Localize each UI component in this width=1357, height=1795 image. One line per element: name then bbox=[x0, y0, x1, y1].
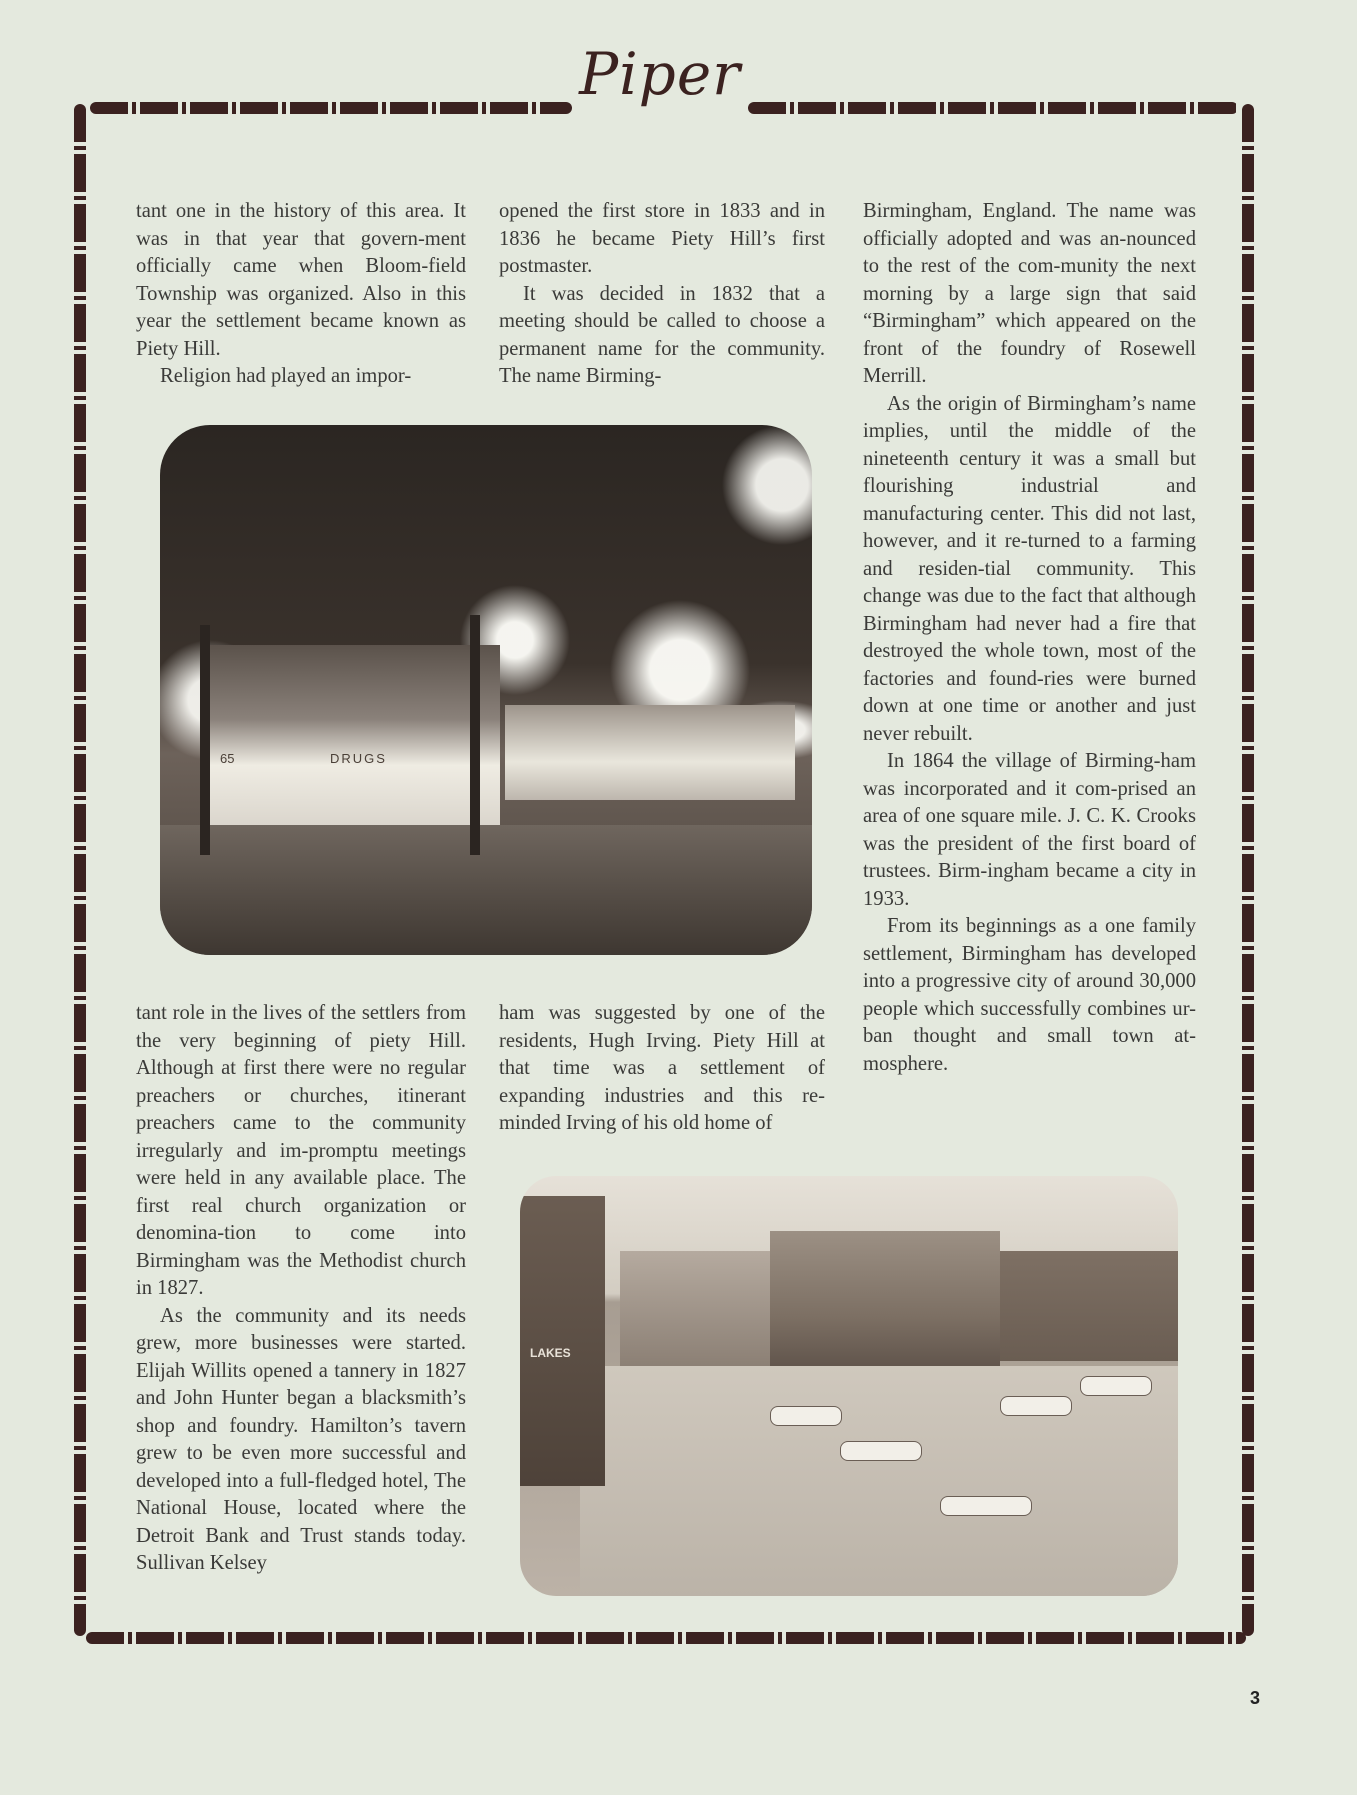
lakes-sign: LAKES bbox=[530, 1346, 571, 1360]
car bbox=[840, 1441, 922, 1461]
top-border-left bbox=[90, 102, 572, 114]
paragraph: ham was suggested by one of the residents, Hugh Irving. Piety Hill at that time was a settlement of expanding industries and this re-minded Irving of his old home of bbox=[499, 1002, 825, 1134]
traffic-light-pole bbox=[470, 615, 480, 855]
column-2-top bbox=[499, 198, 825, 391]
left-border bbox=[74, 104, 86, 1636]
paragraph: Religion had played an impor- bbox=[160, 365, 412, 387]
building bbox=[520, 1196, 605, 1486]
paragraph: Birmingham, England. The name was officially adopted and was an-nounced to the rest of the com-munity the next morning by a large sign that said “Birmingham” which appeared on the front of the foundry of Rosewell Merrill. bbox=[863, 200, 1196, 387]
column-1-bottom bbox=[136, 1000, 466, 1578]
building bbox=[505, 705, 795, 800]
bottom-border bbox=[86, 1632, 1246, 1644]
building bbox=[200, 645, 500, 830]
corner-building bbox=[770, 1231, 1000, 1376]
traffic-light-pole bbox=[200, 625, 210, 855]
paragraph: It was decided in 1832 that a meeting should be called to choose a permanent name for the community. The name Birming- bbox=[499, 282, 825, 387]
paragraph: From its beginnings as a one family settlement, Birmingham has developed into a progressive city of around 30,000 people which successfully combines ur-ban thought and small town at-mosphere. bbox=[863, 915, 1196, 1075]
column-3 bbox=[863, 198, 1196, 1078]
column-1-top bbox=[136, 198, 466, 391]
car bbox=[940, 1496, 1032, 1516]
page-title: Piper bbox=[579, 40, 741, 108]
daytime-intersection-photo bbox=[520, 1176, 1178, 1596]
street bbox=[160, 825, 812, 955]
night-street-photo bbox=[160, 425, 812, 955]
column-2-bottom bbox=[499, 1000, 825, 1138]
car bbox=[1000, 1396, 1072, 1416]
car bbox=[1080, 1376, 1152, 1396]
road bbox=[580, 1366, 1178, 1596]
paragraph: In 1864 the village of Birming-ham was incorporated and it com-prised an area of one square mile. J. C. K. Crooks was the president of the first board of trustees. Birm-ingham became a city in 1933. bbox=[863, 750, 1196, 910]
building bbox=[1000, 1251, 1178, 1361]
right-border bbox=[1242, 104, 1254, 1636]
paragraph: opened the first store in 1833 and in 1836 he became Piety Hill’s first postmaster. bbox=[499, 200, 825, 277]
building bbox=[620, 1251, 770, 1371]
drugs-sign: DRUGS bbox=[330, 751, 387, 766]
paragraph: tant one in the history of this area. It was in that year that govern-ment officially came when Bloom-field Township was organized. Also in this year the settlement became known as Piety Hill. bbox=[136, 200, 466, 360]
top-border-right bbox=[748, 102, 1238, 114]
sign-text: 65 bbox=[220, 751, 235, 766]
page-number: 3 bbox=[1250, 1688, 1261, 1708]
paragraph: tant role in the lives of the settlers from the very beginning of piety Hill. Although at first there were no regular preachers or churches, itinerant preachers came to the community irregularly and im-promptu meetings were held in any available place. The first real church organization or denomina-tion to come into Birmingham was the Methodist church in 1827. bbox=[136, 1002, 466, 1299]
paragraph: As the origin of Birmingham’s name implies, until the middle of the nineteenth century it was a small but flourishing industrial and manufacturing center. This did not last, however, and it re-turned to a farming and residen-tial community. This change was due to the fact that although Birmingham had never had a fire that destroyed the whole town, most of the factories and found-ries were burned down at one time or another and just never rebuilt. bbox=[863, 392, 1196, 745]
car bbox=[770, 1406, 842, 1426]
paragraph: As the community and its needs grew, more businesses were started. Elijah Willits opened a tannery in 1827 and John Hunter began a blacksmith’s shop and foundry. Hamilton’s tavern grew to be even more successful and developed into a full-fledged hotel, The National House, located where the Detroit Bank and Trust stands today. Sullivan Kelsey bbox=[136, 1304, 466, 1574]
